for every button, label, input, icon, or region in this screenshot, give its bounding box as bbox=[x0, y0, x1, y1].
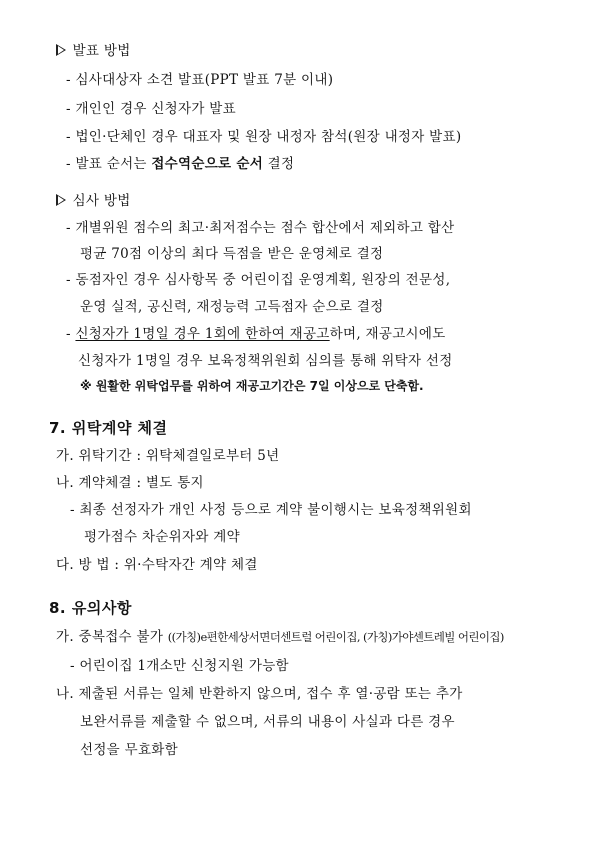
section-8-item-a-detail: ((가칭)e편한세상서면더센트럴 어린이집, (가칭)가야센트레빌 어린이집) bbox=[167, 630, 504, 644]
section-8-item-a-sub: - 어린이집 1개소만 신청지원 가능함 bbox=[70, 658, 289, 674]
section-7-item-b: 나. 계약체결 : 별도 통지 bbox=[56, 475, 204, 491]
presentation-item-1: - 심사대상자 소견 발표(PPT 발표 7분 이내) bbox=[66, 72, 334, 88]
section-8-item-b-line-1: 나. 제출된 서류는 일체 반환하지 않으며, 접수 후 열·공람 또는 추가 bbox=[56, 686, 463, 702]
section-7-item-c: 다. 방 법 : 위·수탁자간 계약 체결 bbox=[56, 557, 258, 573]
presentation-heading bbox=[56, 42, 131, 60]
review-heading-text: 심사 방법 bbox=[72, 193, 131, 209]
review-heading bbox=[56, 192, 131, 210]
section-8-item-a-prefix: 가. 중복접수 불가 bbox=[56, 629, 168, 645]
section-7-item-b-sub-line-1: - 최종 선정자가 개인 사정 등으로 계약 불이행시는 보육정책위원회 bbox=[70, 502, 472, 518]
review-item-3-line-1 bbox=[66, 325, 446, 343]
section-8-item-b-line-3: 선정을 무효화함 bbox=[80, 742, 178, 758]
section-7-item-a: 가. 위탁기간 : 위탁체결일로부터 5년 bbox=[56, 448, 280, 464]
section-7-title: 7. 위탁계약 체결 bbox=[49, 419, 168, 437]
presentation-heading-text: 발표 방법 bbox=[72, 43, 131, 59]
presentation-order-suffix: 결정 bbox=[263, 156, 295, 172]
review-item-3-dash: - bbox=[66, 326, 76, 342]
review-item-1-line-1: - 개별위원 점수의 최고·최저점수는 점수 합산에서 제외하고 합산 bbox=[66, 220, 455, 236]
section-7-item-b-sub-line-2: 평가점수 차순위자와 계약 bbox=[84, 529, 240, 545]
section-8-title: 8. 유의사항 bbox=[49, 599, 132, 617]
presentation-item-3: - 법인·단체인 경우 대표자 및 원장 내정자 참석(원장 내정자 발표) bbox=[66, 129, 462, 145]
triangle-bullet-icon bbox=[56, 194, 66, 206]
review-item-3-underlined: 신청자가 1명일 경우 1회에 한하여 재공고 bbox=[75, 326, 330, 342]
review-note: ※ 원활한 위탁업무를 위하여 재공고기간은 7일 이상으로 단축함. bbox=[80, 379, 424, 393]
review-item-3-line-2: 신청자가 1명일 경우 보육정책위원회 심의를 통해 위탁자 선정 bbox=[78, 353, 453, 369]
presentation-order-bold: 접수역순으로 순서 bbox=[151, 156, 264, 172]
review-item-1-line-2: 평균 70점 이상의 최다 득점을 받은 운영체로 결정 bbox=[80, 246, 384, 262]
presentation-item-2: - 개인인 경우 신청자가 발표 bbox=[66, 101, 236, 117]
review-item-2-line-1: - 동점자인 경우 심사항목 중 어린이집 운영계획, 원장의 전문성, bbox=[66, 272, 451, 288]
presentation-order bbox=[66, 155, 294, 173]
section-8-item-b-line-2: 보완서류를 제출할 수 없으며, 서류의 내용이 사실과 다른 경우 bbox=[80, 714, 455, 730]
review-item-2-line-2: 운영 실적, 공신력, 재정능력 고득점자 순으로 결정 bbox=[80, 299, 384, 315]
triangle-bullet-icon bbox=[56, 44, 66, 56]
presentation-order-prefix: - 발표 순서는 bbox=[66, 156, 152, 172]
section-8-item-a bbox=[56, 628, 504, 646]
review-item-3-rest: 하며, 재공고시에도 bbox=[329, 326, 446, 342]
